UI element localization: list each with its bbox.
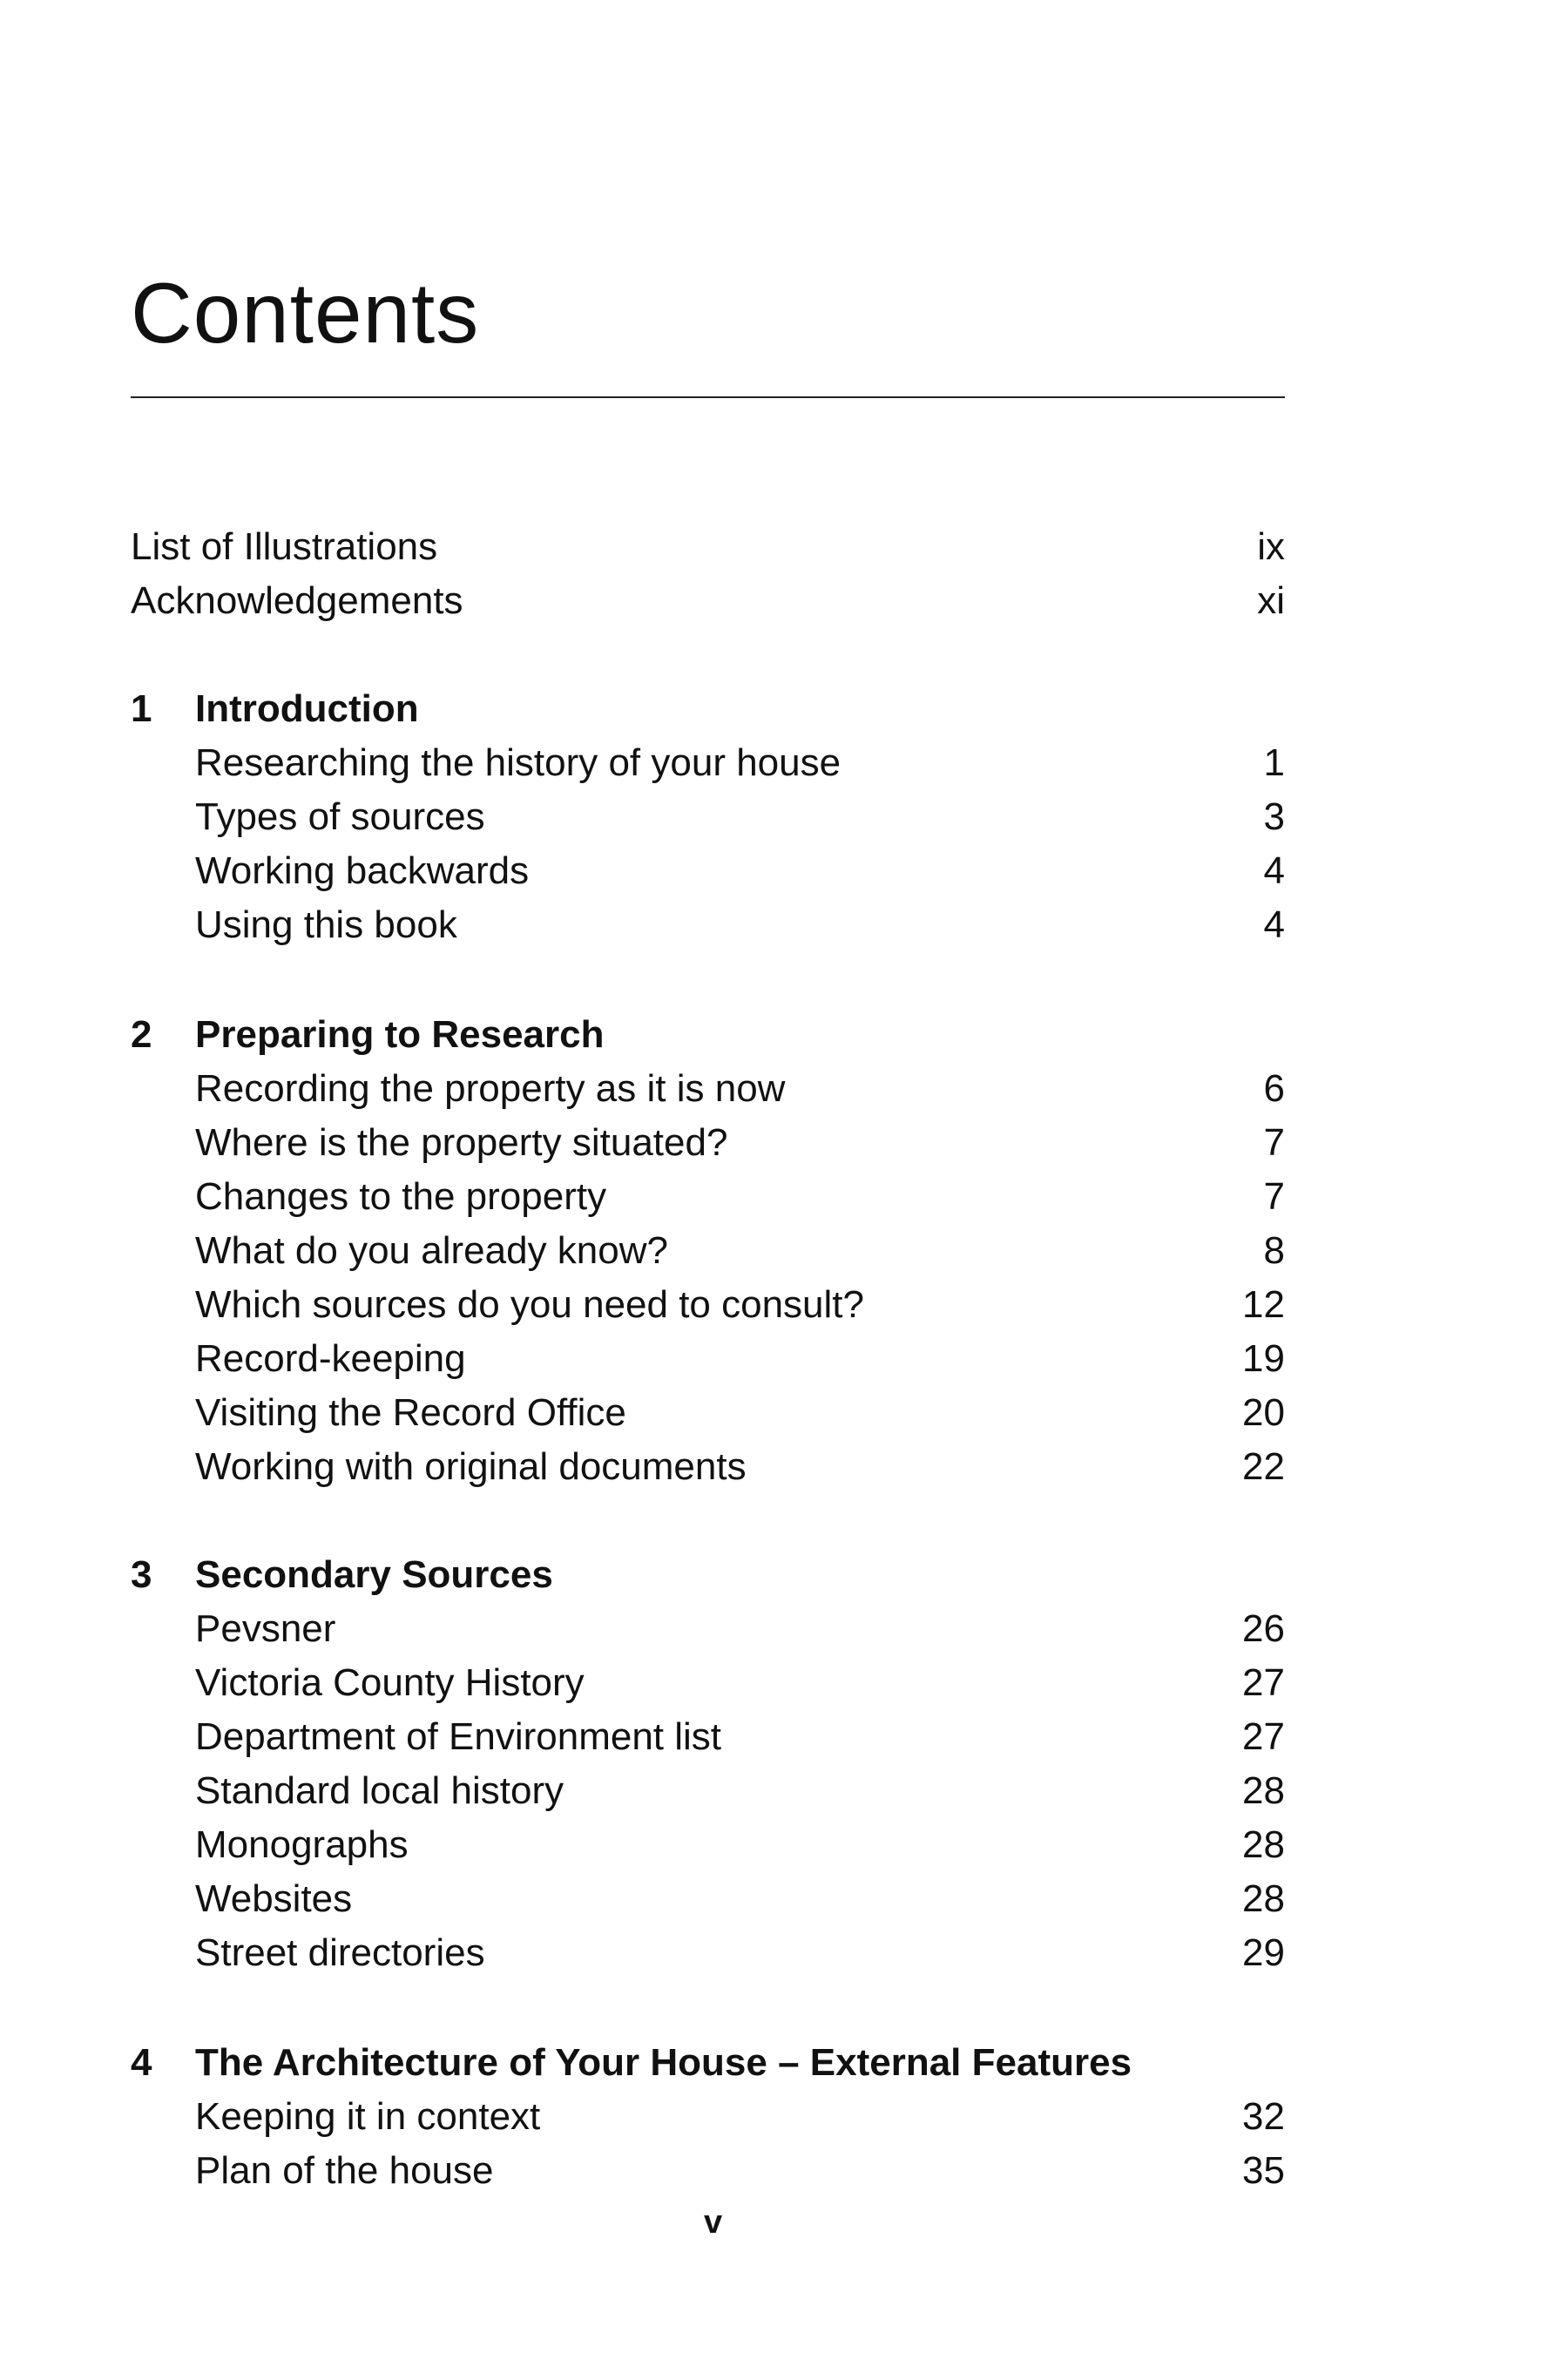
toc-entry-label: Changes to the property (195, 1175, 607, 1218)
toc-entry-page: 32 (1242, 2095, 1285, 2138)
toc-entry (131, 1224, 1285, 1278)
toc-entry-label: Visiting the Record Office (195, 1391, 626, 1434)
toc-entry-page: 12 (1242, 1283, 1285, 1326)
toc-entry-label: Pevsner (195, 1607, 336, 1650)
toc-entry (131, 844, 1285, 898)
toc-entry-page: 22 (1242, 1445, 1285, 1488)
page-title: Contents (131, 265, 480, 361)
toc-entry (131, 2144, 1285, 2198)
toc-entry-list-of-illustrations (131, 520, 1285, 574)
chapter-title: Secondary Sources (195, 1553, 553, 1596)
toc-entry-label: Monographs (195, 1823, 409, 1866)
chapter-number: 4 (131, 2041, 152, 2084)
toc-entry-label: Plan of the house (195, 2149, 494, 2192)
toc-entry (131, 736, 1285, 790)
toc-entry (131, 1872, 1285, 1926)
chapter-number: 1 (131, 687, 152, 730)
toc-entry-page: 3 (1263, 795, 1285, 838)
chapter-title: Preparing to Research (195, 1013, 605, 1056)
toc-entry-page: 7 (1263, 1175, 1285, 1218)
toc-entry (131, 1332, 1285, 1386)
toc-entry-page: 27 (1242, 1715, 1285, 1758)
toc-entry-page: 28 (1242, 1823, 1285, 1866)
toc-entry-label: Working backwards (195, 849, 530, 892)
toc-entry-page: 19 (1242, 1337, 1285, 1380)
chapter-title: Introduction (195, 687, 419, 730)
toc-entry-label: What do you already know? (195, 1229, 668, 1272)
toc-entry-page: 28 (1242, 1769, 1285, 1812)
toc-entry (131, 1710, 1285, 1764)
toc-entry (131, 1386, 1285, 1440)
toc-entry-label: Which sources do you need to consult? (195, 1283, 865, 1326)
chapter-number: 3 (131, 1553, 152, 1596)
toc-entry-label: Street directories (195, 1931, 485, 1974)
toc-entry-page: 20 (1242, 1391, 1285, 1434)
toc-entry-acknowledgements (131, 574, 1285, 628)
toc-entry (131, 2090, 1285, 2144)
toc-entry (131, 1656, 1285, 1710)
toc-entry-label: Working with original documents (195, 1445, 747, 1488)
toc-entry-label: Types of sources (195, 795, 485, 838)
toc-entry-label: Recording the property as it is now (195, 1067, 786, 1110)
chapter-heading-3 (131, 1548, 1285, 1602)
toc-entry (131, 790, 1285, 844)
toc-entry-page: 35 (1242, 2149, 1285, 2192)
chapter-heading-2 (131, 1008, 1285, 1062)
toc-entry (131, 1602, 1285, 1656)
toc-entry-page: 6 (1263, 1067, 1285, 1110)
toc-entry-label: Where is the property situated? (195, 1121, 728, 1164)
toc-entry (131, 1170, 1285, 1224)
toc-entry-label: Record-keeping (195, 1337, 466, 1380)
toc-entry (131, 1926, 1285, 1980)
chapter-heading-1 (131, 682, 1285, 736)
toc-entry-page: 7 (1263, 1121, 1285, 1164)
toc-entry-label: Using this book (195, 903, 457, 946)
title-rule (131, 396, 1285, 398)
toc-entry-page: 4 (1263, 903, 1285, 946)
toc-entry (131, 1278, 1285, 1332)
toc-entry-page: ix (1257, 525, 1285, 568)
toc-entry-label: Standard local history (195, 1769, 564, 1812)
toc-entry-label: Keeping it in context (195, 2095, 541, 2138)
toc-entry (131, 898, 1285, 952)
toc-entry-label: Websites (195, 1877, 353, 1920)
toc-entry-label: Researching the history of your house (195, 741, 841, 784)
toc-entry-label: Acknowledgements (131, 579, 463, 622)
toc-entry-label: List of Illustrations (131, 525, 438, 568)
chapter-title: The Architecture of Your House – External Features (195, 2041, 1132, 2084)
toc-entry (131, 1764, 1285, 1818)
toc-entry (131, 1116, 1285, 1170)
toc-entry-label: Department of Environment list (195, 1715, 722, 1758)
chapter-heading-4 (131, 2036, 1285, 2090)
toc-entry-page: 28 (1242, 1877, 1285, 1920)
toc-entry-page: 26 (1242, 1607, 1285, 1650)
toc-entry-page: xi (1257, 579, 1285, 622)
toc-entry-page: 29 (1242, 1931, 1285, 1974)
toc-entry-page: 4 (1263, 849, 1285, 892)
toc-entry-page: 1 (1263, 741, 1285, 784)
chapter-number: 2 (131, 1013, 152, 1056)
toc-entry-label: Victoria County History (195, 1661, 585, 1704)
toc-entry-page: 8 (1263, 1229, 1285, 1272)
toc-entry (131, 1062, 1285, 1116)
toc-entry (131, 1818, 1285, 1872)
toc-entry-page: 27 (1242, 1661, 1285, 1704)
toc-entry (131, 1440, 1285, 1494)
page-folio: v (704, 2204, 723, 2241)
